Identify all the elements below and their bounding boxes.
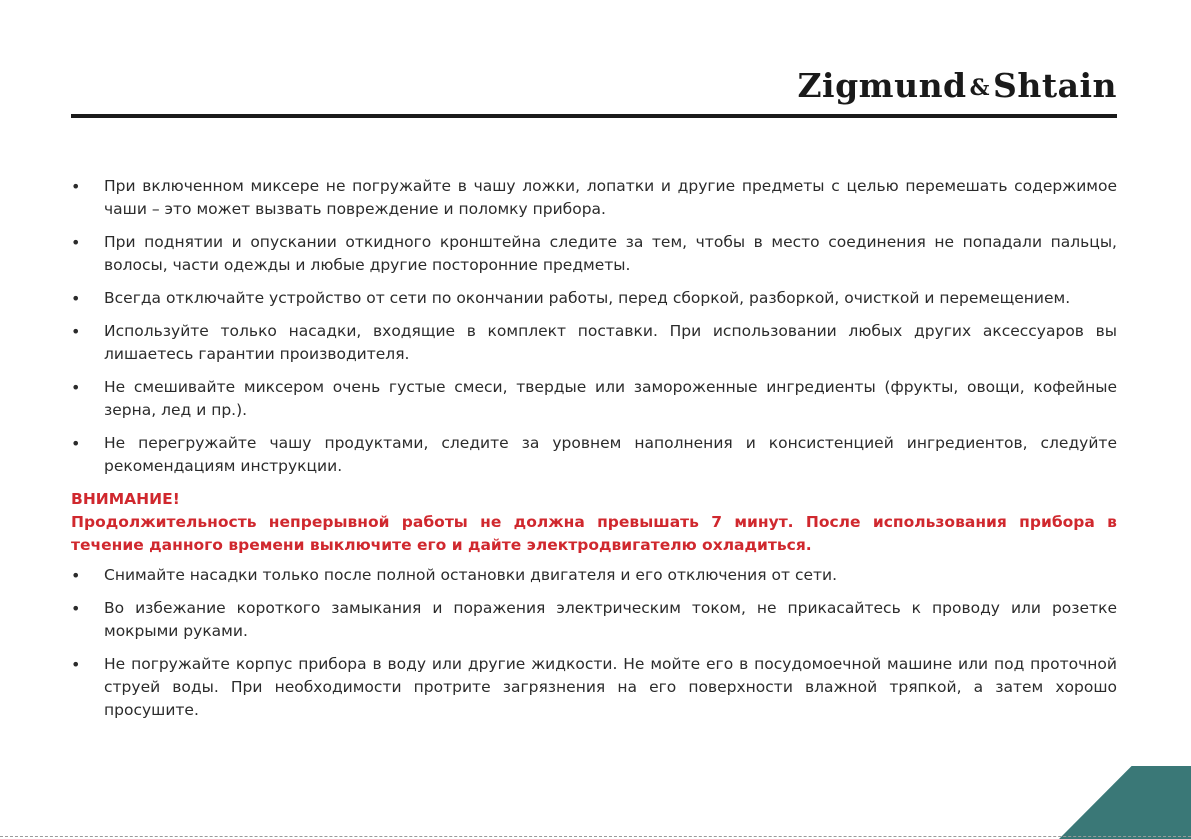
header-rule xyxy=(71,114,1117,118)
list-item xyxy=(71,231,1117,277)
bullet-icon: • xyxy=(71,378,81,397)
bullet-icon: • xyxy=(71,434,81,453)
list-item xyxy=(71,287,1117,310)
brand-logo xyxy=(797,66,1117,105)
list-item-text: Используйте только насадки, входящие в комплект поставки. При использовании любых других аксессуаров вы лишаетесь гарантии производителя. xyxy=(104,322,1117,363)
brand-name-left: Zigmund xyxy=(797,66,967,105)
list-item-text: Всегда отключайте устройство от сети по окончании работы, перед сборкой, разборкой, очисткой и перемещением. xyxy=(104,289,1071,307)
warning-title: ВНИМАНИЕ! xyxy=(71,490,180,508)
list-item-text: Не погружайте корпус прибора в воду или другие жидкости. Не мойте его в посудомоечной машине или под проточной струей воды. При необходимости протрите загрязнения на его поверхности влажной тряпкой, а затем хорошо просушите. xyxy=(104,655,1117,719)
warning-block xyxy=(71,488,1117,557)
page-content xyxy=(71,175,1117,732)
brand-ampersand: & xyxy=(969,75,991,101)
bullet-icon: • xyxy=(71,655,81,674)
bullet-icon: • xyxy=(71,233,81,252)
list-item-text: Не смешивайте миксером очень густые смеси, твердые или замороженные ингредиенты (фрукты, овощи, кофейные зерна, лед и пр.). xyxy=(104,378,1117,419)
warning-text: Продолжительность непрерывной работы не должна превышать 7 минут. После использования прибора в течение данного времени выключите его и дайте электродвигателю охладиться. xyxy=(71,513,1117,554)
list-item-text: Во избежание короткого замыкания и поражения электрическим током, не прикасайтесь к проводу или розетке мокрыми руками. xyxy=(104,599,1117,640)
bottom-dashed-border xyxy=(0,836,1191,837)
list-item-text: При включенном миксере не погружайте в чашу ложки, лопатки и другие предметы с целью перемешать содержимое чаши – это может вызвать повреждение и поломку прибора. xyxy=(104,177,1117,218)
list-item xyxy=(71,653,1117,722)
list-item xyxy=(71,320,1117,366)
list-item xyxy=(71,175,1117,221)
list-item xyxy=(71,432,1117,478)
bullet-icon: • xyxy=(71,322,81,341)
safety-list-1 xyxy=(71,175,1117,478)
bullet-icon: • xyxy=(71,599,81,618)
bullet-icon: • xyxy=(71,289,81,308)
page-corner-tab xyxy=(1059,766,1191,839)
brand-name-right: Shtain xyxy=(993,66,1117,105)
bullet-icon: • xyxy=(71,177,81,196)
list-item-text: Не перегружайте чашу продуктами, следите за уровнем наполнения и консистенцией ингредиентов, следуйте рекомендациям инструкции. xyxy=(104,434,1117,475)
list-item-text: Снимайте насадки только после полной остановки двигателя и его отключения от сети. xyxy=(104,566,838,584)
list-item xyxy=(71,597,1117,643)
safety-list-2 xyxy=(71,564,1117,722)
list-item-text: При поднятии и опускании откидного кронштейна следите за тем, чтобы в место соединения не попадали пальцы, волосы, части одежды и любые другие посторонние предметы. xyxy=(104,233,1117,274)
bullet-icon: • xyxy=(71,566,81,585)
list-item xyxy=(71,564,1117,587)
list-item xyxy=(71,376,1117,422)
